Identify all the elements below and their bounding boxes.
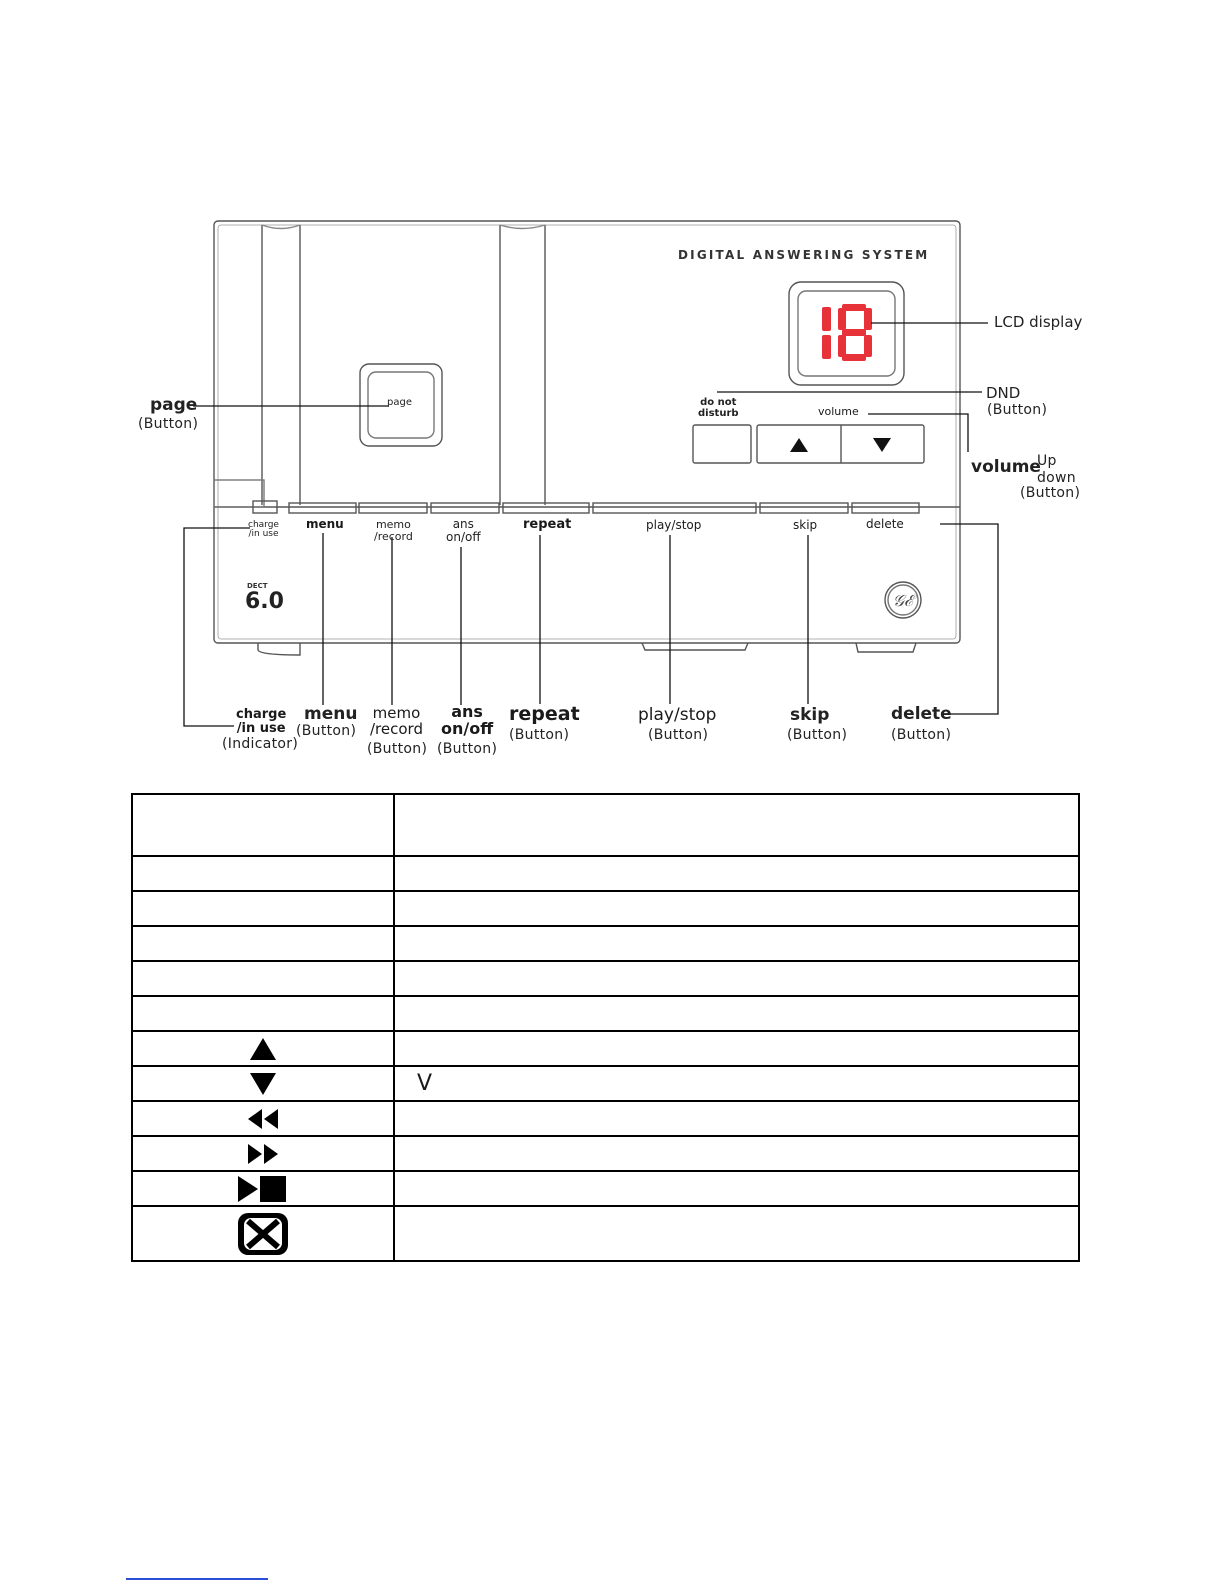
table-row xyxy=(132,1066,1079,1101)
table-row xyxy=(132,856,1079,891)
table-cell-text xyxy=(394,1136,1079,1171)
callout-volume-down: down xyxy=(1037,470,1076,486)
legend-table xyxy=(131,793,1080,1262)
strip-repeat-label: repeat xyxy=(523,517,572,532)
table-cell-icon xyxy=(132,1206,394,1261)
table-cell-icon xyxy=(132,1066,394,1101)
down-triangle-icon xyxy=(248,1071,278,1097)
callout-repeat-type: (Button) xyxy=(509,727,570,743)
play-stop-icon xyxy=(236,1174,290,1204)
table-cell-text xyxy=(394,794,1079,856)
callout-memo-type: (Button) xyxy=(367,741,428,757)
up-triangle-icon xyxy=(248,1036,278,1062)
table-cell-text xyxy=(394,1031,1079,1066)
callout-ans-name: ans on/off xyxy=(441,702,494,738)
table-cell-text xyxy=(394,891,1079,926)
callout-charge-name: charge /in use xyxy=(236,707,287,736)
table-row xyxy=(132,891,1079,926)
callout-lcd-name: LCD display xyxy=(994,313,1083,331)
strip-menu-label: menu xyxy=(306,517,344,531)
fast-forward-icon xyxy=(246,1142,280,1166)
table-row xyxy=(132,794,1079,856)
table-cell-icon xyxy=(132,1101,394,1136)
callout-delete-name: delete xyxy=(891,704,952,724)
strip-delete-label: delete xyxy=(866,517,904,531)
callout-repeat-name: repeat xyxy=(509,703,580,725)
callout-delete-type: (Button) xyxy=(891,727,952,743)
strip-ans-label: ans on/off xyxy=(446,517,481,544)
table-cell-text xyxy=(394,856,1079,891)
table-row xyxy=(132,1101,1079,1136)
table-cell-icon xyxy=(132,996,394,1031)
strip-skip-label: skip xyxy=(793,518,818,532)
table-cell-text xyxy=(394,926,1079,961)
callout-dnd-type: (Button) xyxy=(987,402,1048,418)
strip-memo-label: memo /record xyxy=(374,518,413,543)
callout-menu-type: (Button) xyxy=(296,723,357,739)
table-cell-text: V xyxy=(394,1066,1079,1101)
table-row xyxy=(132,1171,1079,1206)
callout-menu-name: menu xyxy=(304,704,358,724)
callout-volume-name: volume xyxy=(971,457,1041,477)
callout-page-type: (Button) xyxy=(138,416,199,432)
table-cell-text xyxy=(394,1206,1079,1261)
table-cell-icon xyxy=(132,856,394,891)
table-row xyxy=(132,926,1079,961)
table-cell-icon xyxy=(132,1136,394,1171)
callout-play-name: play/stop xyxy=(638,705,717,725)
callout-page-name: page xyxy=(150,395,198,415)
table-cell-icon xyxy=(132,961,394,996)
svg-text:𝒢ℰ: 𝒢ℰ xyxy=(892,591,914,610)
callout-memo-name: memo /record xyxy=(370,704,423,738)
callout-dnd-name: DND xyxy=(986,384,1021,402)
strip-play-label: play/stop xyxy=(646,518,702,532)
table-row xyxy=(132,1031,1079,1066)
device-header: DIGITAL ANSWERING SYSTEM xyxy=(678,248,930,262)
rewind-icon xyxy=(246,1107,280,1131)
dect-small: DECT xyxy=(247,582,268,590)
callout-volume-up: Up xyxy=(1037,453,1057,469)
table-cell-icon xyxy=(132,794,394,856)
footer-link-underline[interactable] xyxy=(126,1578,268,1580)
table-row xyxy=(132,996,1079,1031)
table-cell-icon xyxy=(132,1031,394,1066)
callout-skip-type: (Button) xyxy=(787,727,848,743)
callout-skip-name: skip xyxy=(790,705,830,725)
callout-charge-type: (Indicator) xyxy=(222,736,299,752)
table-cell-text xyxy=(394,996,1079,1031)
delete-box-icon xyxy=(236,1211,290,1257)
strip-charge-label: charge /in use xyxy=(248,520,279,540)
table-cell-text xyxy=(394,1101,1079,1136)
dect-logo: 6.0 xyxy=(245,589,284,614)
table-cell-icon xyxy=(132,1171,394,1206)
table-row xyxy=(132,961,1079,996)
dnd-key-label: do not disturb xyxy=(698,397,739,419)
table-cell-icon xyxy=(132,926,394,961)
table-row xyxy=(132,1206,1079,1261)
table-row xyxy=(132,1136,1079,1171)
table-cell-icon xyxy=(132,891,394,926)
volume-key-label: volume xyxy=(818,405,859,418)
callout-ans-type: (Button) xyxy=(437,741,498,757)
page-key-label: page xyxy=(387,397,412,408)
table-cell-text xyxy=(394,1171,1079,1206)
callout-play-type: (Button) xyxy=(648,727,709,743)
callout-volume-type: (Button) xyxy=(1020,485,1081,501)
table-cell-text xyxy=(394,961,1079,996)
